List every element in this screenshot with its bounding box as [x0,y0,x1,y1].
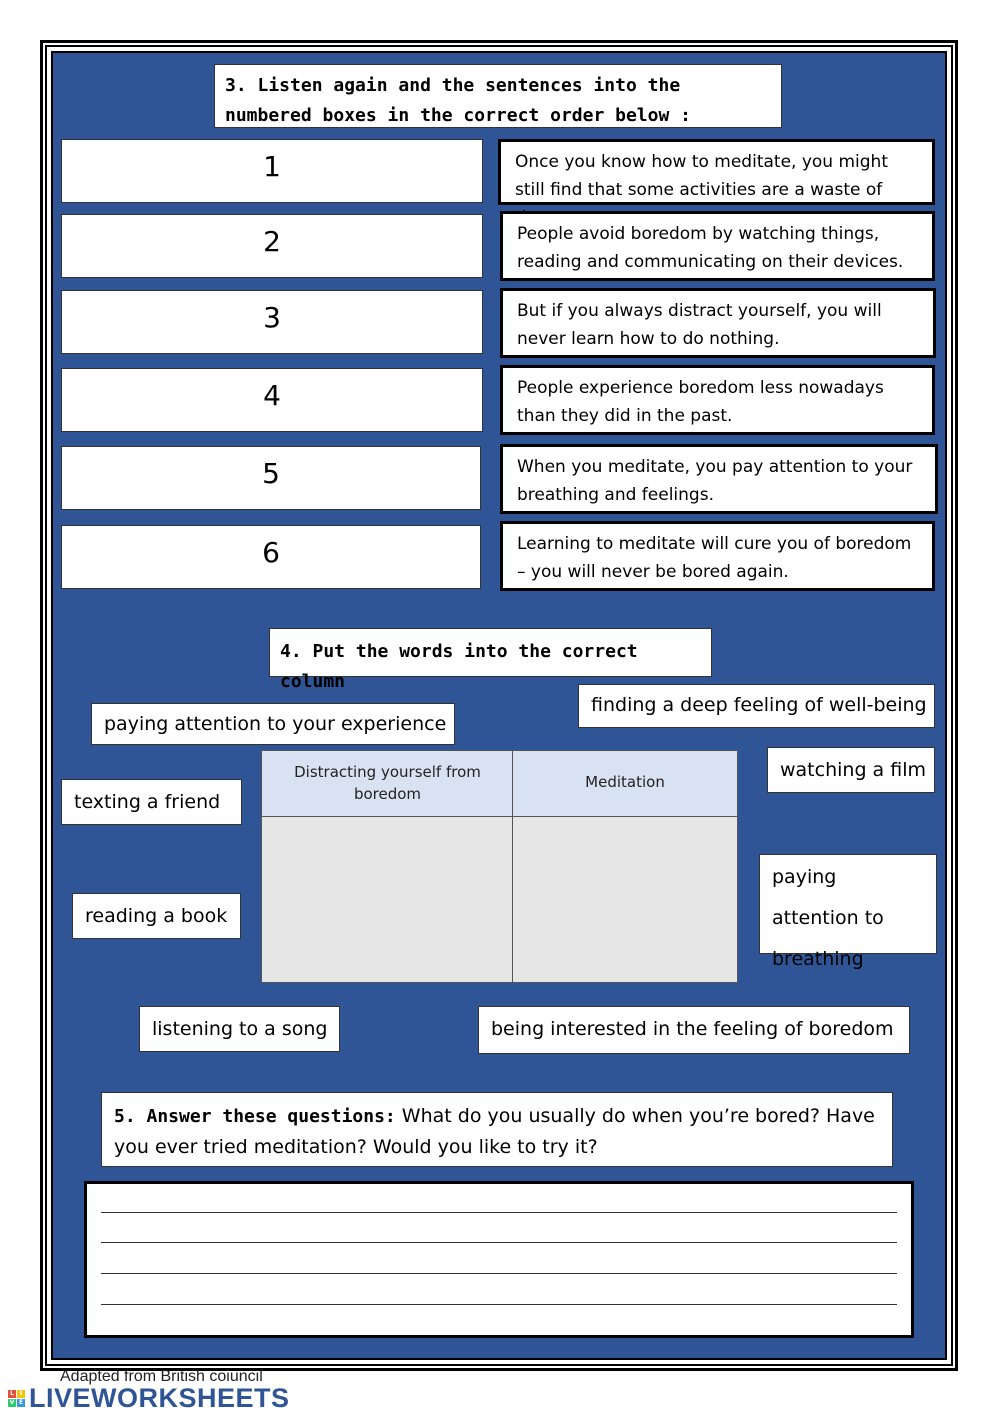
order-box-5[interactable]: 5 [61,446,481,510]
logo-letter: I [17,1390,25,1398]
drop-zone-meditation[interactable] [513,818,737,982]
drop-zone-distracting[interactable] [262,818,512,982]
column-header-distracting: Distracting yourself from boredom [262,751,513,817]
sentence-card[interactable]: When you meditate, you pay attention to your breathing and feelings. [500,444,938,514]
order-box-6[interactable]: 6 [61,525,481,589]
order-box-1[interactable]: 1 [61,139,483,203]
order-box-4[interactable]: 4 [61,368,483,432]
brand-name: LIVEWORKSHEETS [29,1383,290,1413]
word-card[interactable]: listening to a song [139,1006,340,1052]
sentence-card[interactable]: But if you always distract yourself, you will never learn how to do nothing. [500,288,936,358]
answer-area[interactable] [84,1181,914,1338]
order-box-2[interactable]: 2 [61,214,483,278]
sentence-card[interactable]: People experience boredom less nowadays than they did in the past. [500,365,935,435]
liveworksheets-logo[interactable] [8,1383,290,1414]
source-credit: Adapted from British coiuncil [60,1368,263,1385]
logo-letter: L [8,1390,16,1398]
exercise-3-heading: 3. Listen again and the sentences into the numbered boxes in the correct order below : [214,64,782,128]
sorting-table [261,750,738,983]
answer-line [101,1304,897,1305]
exercise-5-label: 5. Answer these questions: [114,1106,396,1127]
answer-line [101,1212,897,1213]
sentence-card[interactable]: Learning to meditate will cure you of boredom – you will never be bored again. [500,521,935,591]
word-card[interactable]: being interested in the feeling of boredom [478,1006,910,1054]
column-header-meditation: Meditation [513,751,737,817]
word-card[interactable]: reading a book [72,893,241,939]
sentence-card[interactable]: Once you know how to meditate, you might still find that some activities are a waste of [498,139,935,205]
answer-line [101,1242,897,1243]
exercise-5-prompt [101,1092,893,1167]
sentence-card[interactable]: People avoid boredom by watching things, reading and communicating on their devices. [500,211,935,281]
word-card[interactable]: paying attention to breathing [759,854,937,954]
logo-icon [8,1390,25,1407]
exercise-5-question: What do you usually do when you’re bored? Have you ever tried meditation? Would you like to try it? [114,1105,875,1158]
answer-line [101,1273,897,1274]
order-box-3[interactable]: 3 [61,290,483,354]
word-card[interactable]: texting a friend [61,779,242,825]
logo-letter: V [9,1399,15,1406]
exercise-4-heading: 4. Put the words into the correct column [269,628,712,677]
word-card[interactable]: paying attention to your experience [91,703,455,745]
logo-letter: E [18,1399,24,1406]
word-card[interactable]: watching a film [767,747,935,793]
word-card[interactable]: finding a deep feeling of well-being [578,684,935,728]
